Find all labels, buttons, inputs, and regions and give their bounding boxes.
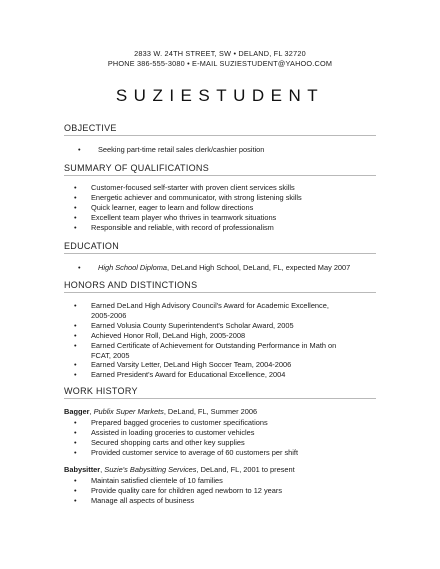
honors-heading: HONORS AND DISTINCTIONS [64,280,198,290]
education-detail: , DeLand High School, DeLand, FL, expected May 2007 [167,263,351,272]
list-item-continuation: FCAT, 2005 [91,350,130,360]
job-header: Bagger, Publix Super Markets, DeLand, FL, Summer 2006 [64,407,258,416]
objective-list [64,145,376,155]
list-item: • Customer-focused self-starter with proven client services skills [74,183,295,192]
contact-phone-email: PHONE 386-555-3080 • E-MAIL SUZIESTUDENT@YAHOO.COM [107,59,333,68]
bullet-icon: • [74,222,77,232]
bullet-icon: • [74,427,77,437]
job-duties-list [64,476,376,506]
list-item: • Provide quality care for children aged newborn to 12 years [74,485,283,495]
job-title: Babysitter [64,465,101,474]
list-item: • Prepared bagged groceries to customer specifications [74,418,268,427]
contact-address: 2833 W. 24TH STREET, SW • DELAND, FL 32720 [134,49,306,58]
bullet-icon: • [74,476,77,485]
objective-divider [64,135,376,136]
bullet-icon: • [74,330,77,340]
work-heading: WORK HISTORY [64,386,138,396]
list-item: • Quick learner, eager to learn and follow directions [74,202,254,212]
list-item [64,263,376,273]
education-heading: EDUCATION [64,241,120,251]
education-divider [64,253,376,254]
list-item: • Earned Volusia County Superintendent's Scholar Award, 2005 [74,320,294,330]
list-item: • Excellent team player who thrives in teamwork situations [74,212,277,222]
honors-list [64,301,376,380]
bullet-icon: • [74,320,77,330]
list-item: • Manage all aspects of business [74,495,195,505]
bullet-icon: • [74,301,77,310]
degree-name: High School Diploma [98,263,168,272]
summary-heading: SUMMARY OF QUALIFICATIONS [64,163,210,173]
bullet-icon: • [74,183,77,192]
bullet-icon: • [78,145,81,154]
bullet-icon: • [74,212,77,222]
job-duties-list [64,418,376,458]
list-item: • Energetic achiever and communicator, with strong listening skills [74,192,302,202]
honors-divider [64,292,376,293]
bullet-icon: • [74,418,77,427]
bullet-icon: • [74,360,77,370]
job-detail: , DeLand, FL, 2001 to present [196,465,295,474]
list-item: • Maintain satisfied clientele of 10 families [74,476,223,485]
bullet-icon: • [74,447,77,457]
bullet-icon: • [74,495,77,505]
bullet-icon: • [74,370,77,380]
education-list [64,263,376,273]
bullet-icon: • [78,263,81,272]
job-employer: Publix Super Markets [93,407,164,416]
list-item: • Earned President's Award for Educational Excellence, 2004 [74,370,286,380]
job-detail: , DeLand, FL, Summer 2006 [163,407,258,416]
list-item: • Achieved Honor Roll, DeLand High, 2005-2008 [74,330,246,340]
list-item: • Provided customer service to average of 60 customers per shift [74,447,299,457]
work-divider [64,398,376,399]
summary-divider [64,175,376,176]
job-employer: Suzie's Babysitting Services [104,465,197,474]
list-item-continuation: 2005-2006 [91,310,127,320]
list-item: • Earned Varsity Letter, DeLand High Soccer Team, 2004-2006 [74,360,292,370]
resume-name: SUZIESTUDENT [115,86,325,105]
bullet-icon: • [74,202,77,212]
bullet-icon: • [74,485,77,495]
summary-list [64,183,376,233]
job-title: Bagger [64,407,90,416]
bullet-icon: • [74,192,77,202]
objective-heading: OBJECTIVE [64,123,117,133]
bullet-icon: • [74,340,77,350]
list-item: • Responsible and reliable, with record of professionalism [74,222,274,232]
list-item: • Seeking part-time retail sales clerk/cashier position [78,145,265,154]
list-item: • Earned Certificate of Achievement for Outstanding Performance in Math on [74,340,337,350]
bullet-icon: • [74,437,77,447]
list-item: • Assisted in loading groceries to customer vehicles [74,427,255,437]
list-item: • Secured shopping carts and other key supplies [74,437,245,447]
list-item: • Earned DeLand High Advisory Council's Award for Academic Excellence, [74,301,329,310]
job-header: Babysitter, Suzie's Babysitting Services, DeLand, FL, 2001 to present [64,465,295,474]
